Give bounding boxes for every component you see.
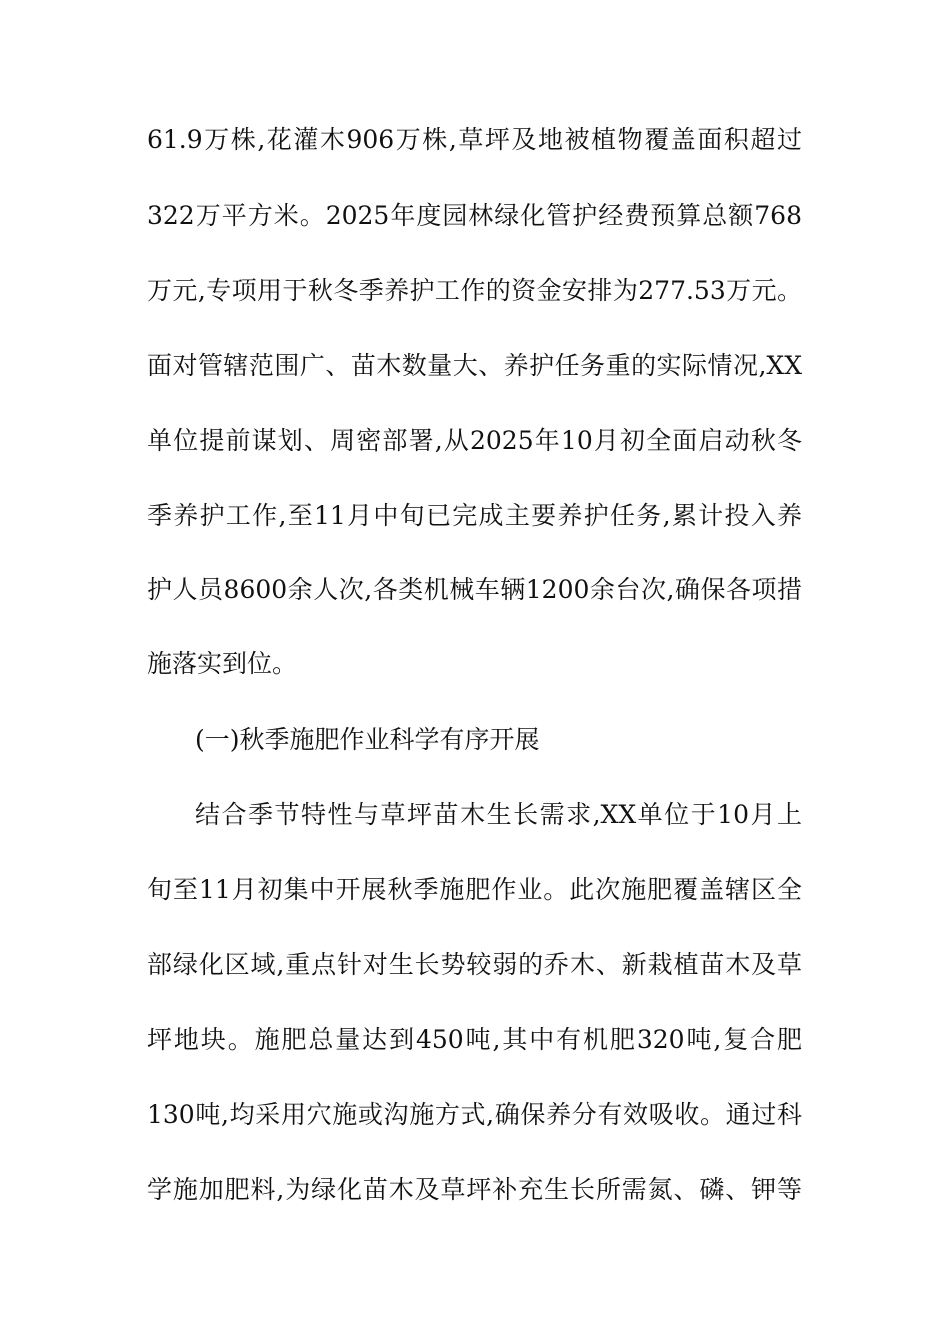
text-line: 护人员8600余人次,各类机械车辆1200余台次,确保各项措	[147, 575, 802, 604]
text-line: 322万平方米。2025年度园林绿化管护经费预算总额768	[147, 201, 802, 230]
text-line: 旬至11月初集中开展秋季施肥作业。此次施肥覆盖辖区全	[147, 875, 802, 904]
text-line: 面对管辖范围广、苗木数量大、养护任务重的实际情况,XX	[147, 351, 802, 380]
text-line: 结合季节特性与草坪苗木生长需求,XX单位于10月上	[195, 800, 802, 829]
text-line: 130吨,均采用穴施或沟施方式,确保养分有效吸收。通过科	[147, 1100, 802, 1129]
text-line: 学施加肥料,为绿化苗木及草坪补充生长所需氮、磷、钾等	[147, 1175, 802, 1204]
text-line: 季养护工作,至11月中旬已完成主要养护任务,累计投入养	[147, 501, 802, 530]
text-line: 部绿化区域,重点针对生长势较弱的乔木、新栽植苗木及草	[147, 950, 802, 979]
text-line: 61.9万株,花灌木906万株,草坪及地被植物覆盖面积超过	[147, 125, 802, 154]
text-line: 单位提前谋划、周密部署,从2025年10月初全面启动秋冬	[147, 426, 802, 455]
section-heading: (一)秋季施肥作业科学有序开展	[195, 725, 540, 754]
text-line: 坪地块。施肥总量达到450吨,其中有机肥320吨,复合肥	[147, 1025, 802, 1054]
text-line: 施落实到位。	[147, 649, 298, 678]
text-line: 万元,专项用于秋冬季养护工作的资金安排为277.53万元。	[147, 276, 802, 305]
